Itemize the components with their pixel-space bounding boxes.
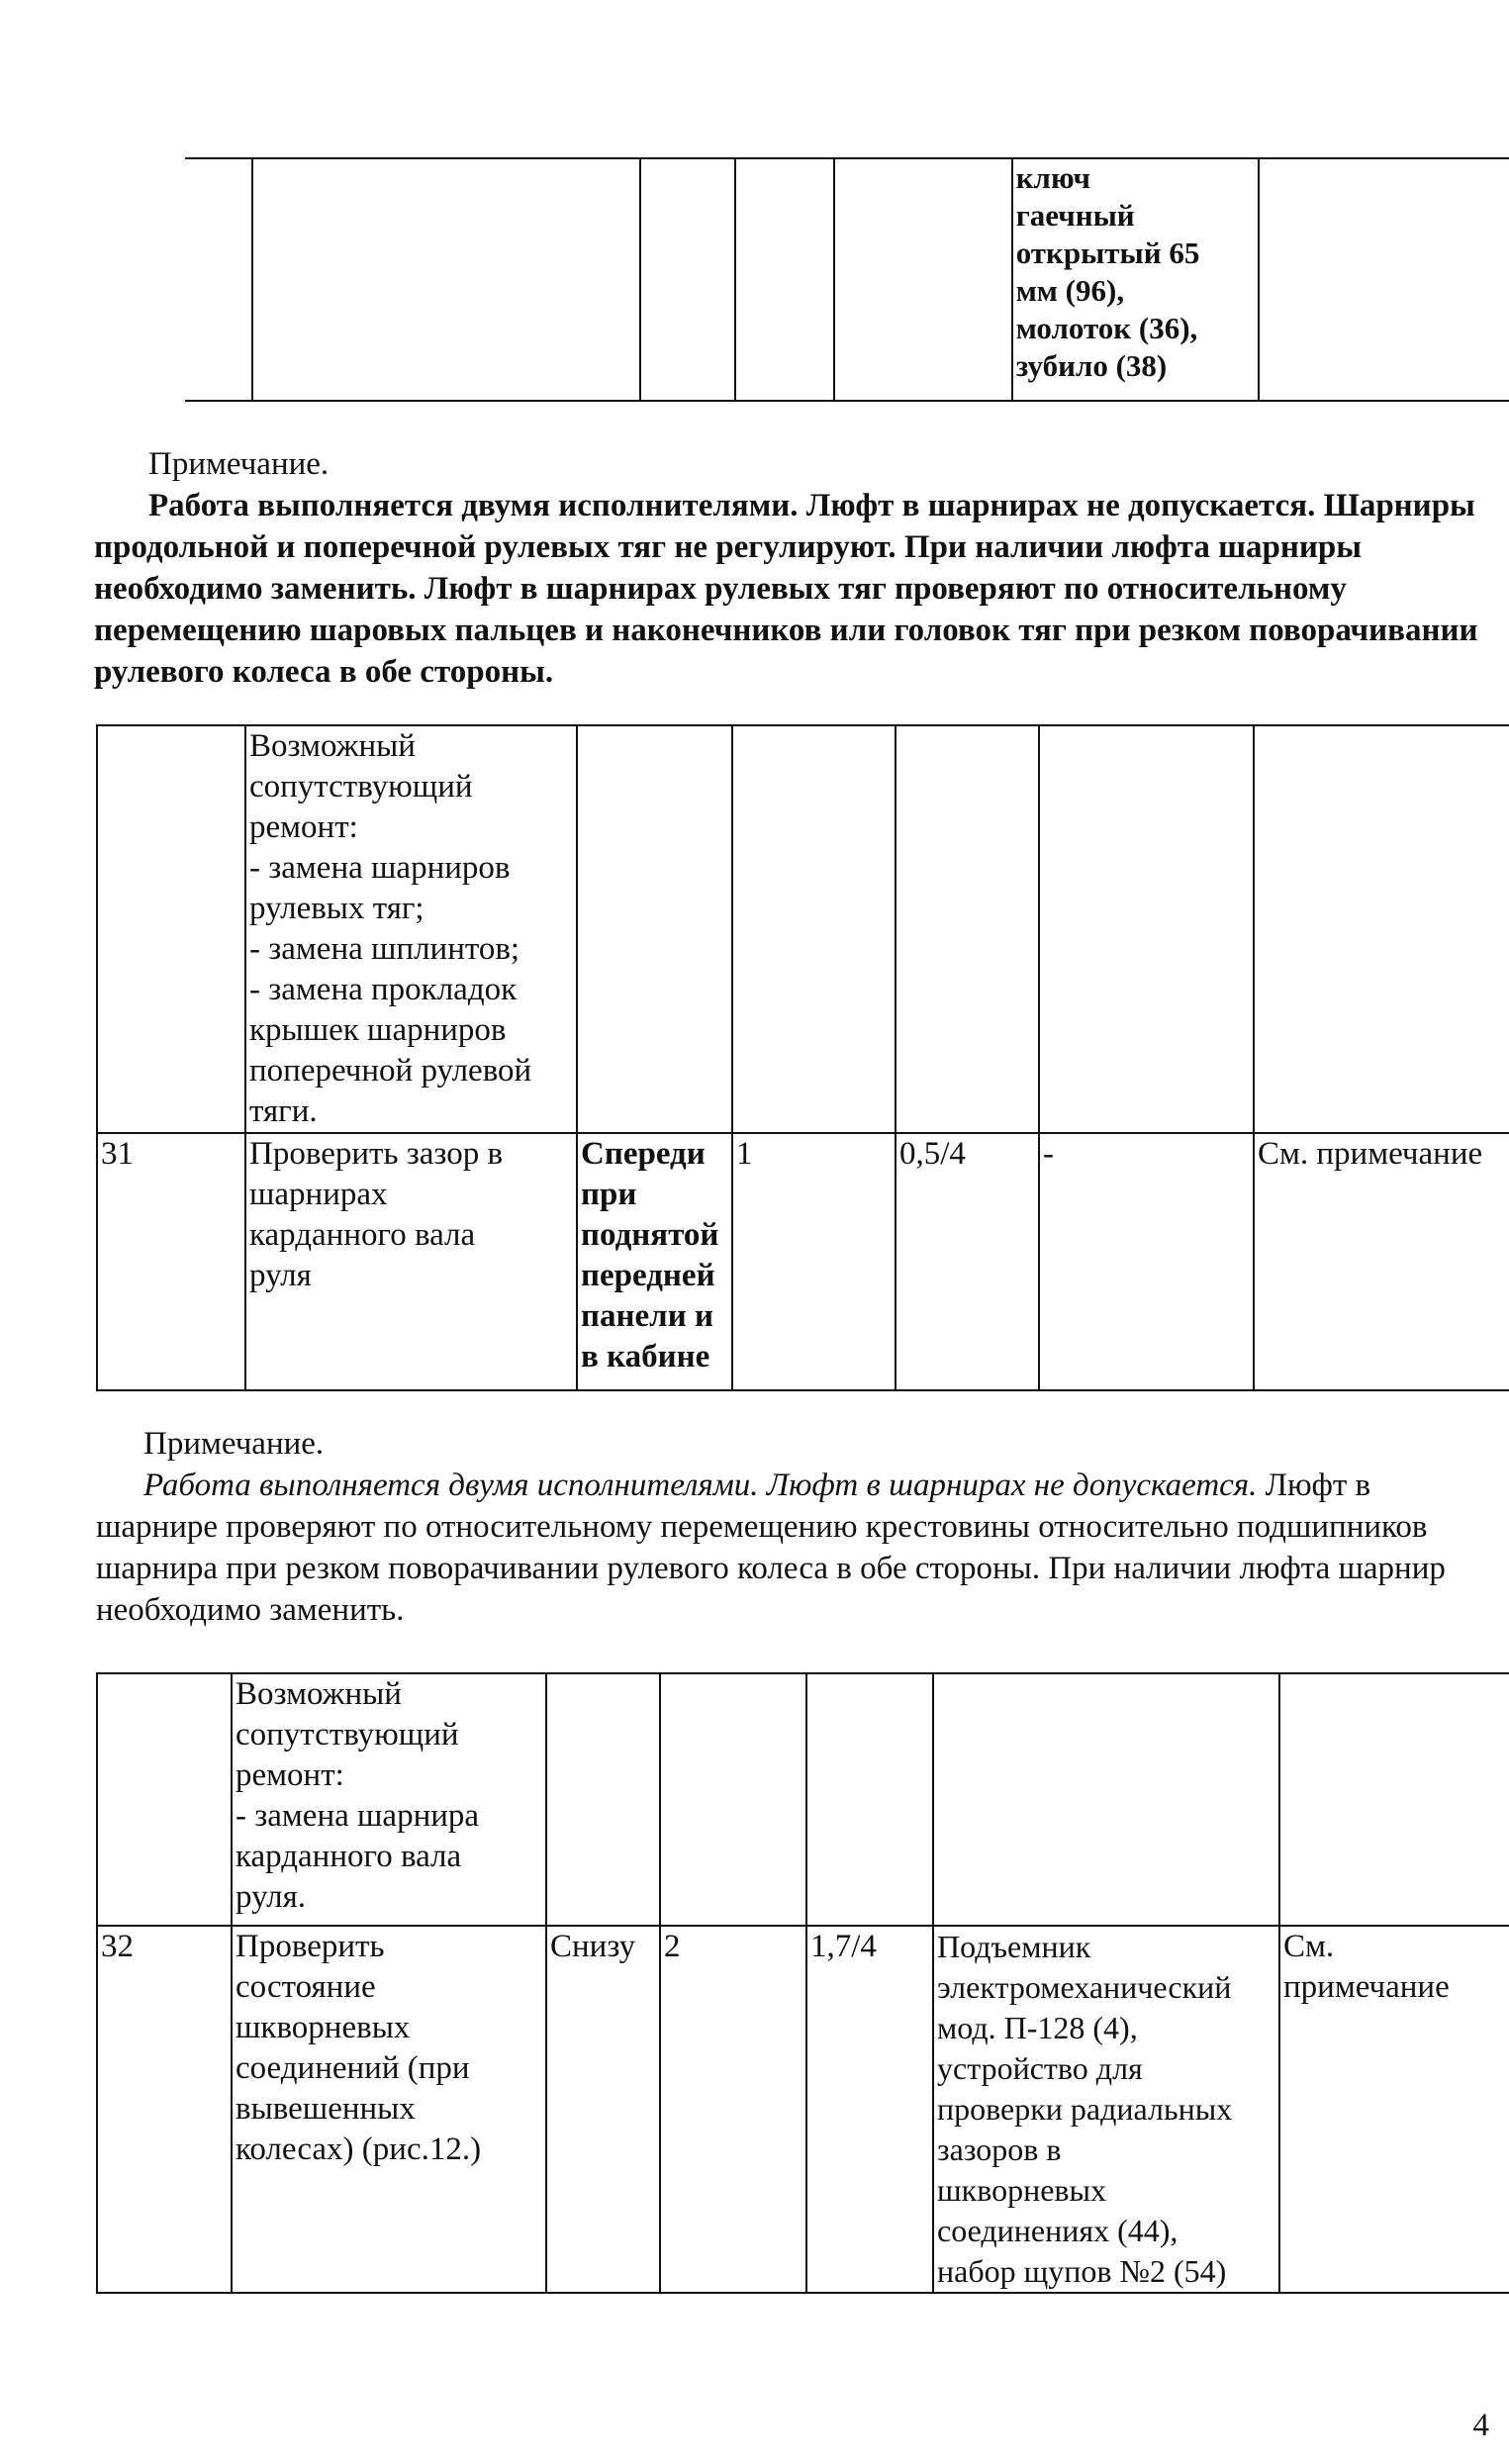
cell-notes: См. примечание — [1254, 1133, 1509, 1390]
cell-number — [185, 158, 252, 401]
note-2 — [96, 1423, 1481, 1631]
cell-labor — [806, 1673, 933, 1926]
cell-labor — [834, 158, 1012, 401]
table-row — [97, 1673, 1509, 1926]
cell-location: Снизу — [546, 1926, 660, 2293]
cell-workers — [732, 725, 896, 1133]
cell-tools: - — [1039, 1133, 1254, 1390]
cell-operation: Проверить состояние шкворневых соединений (при вывешенных колесах) (рис.12.) — [232, 1926, 546, 2293]
cell-operation: Возможный сопутствующий ремонт: - замена шарнира карданного вала руля. — [232, 1673, 546, 1926]
cell-operation: Возможный сопутствующий ремонт: - замена шарниров рулевых тяг; - замена шплинтов; - замена прокладок крышек шарниров поперечной рулевой тяги. — [245, 725, 577, 1133]
cell-location — [577, 725, 732, 1133]
cell-workers: 2 — [660, 1926, 806, 2293]
cell-number — [97, 725, 245, 1133]
cell-tools: Подъемник электромеханический мод. П-128 (4), устройство для проверки радиальных зазоров в шкворневых соединениях (44), набор щупов №2 (54) — [933, 1926, 1279, 2293]
cell-labor — [896, 725, 1039, 1133]
table-row — [97, 1133, 1509, 1390]
table-row — [185, 158, 1509, 401]
cell-workers — [735, 158, 834, 401]
cell-operation — [252, 158, 639, 401]
cell-operation: Проверить зазор в шарнирах карданного вала руля — [245, 1133, 577, 1390]
table-2 — [96, 724, 1509, 1391]
cell-location — [640, 158, 735, 401]
cell-workers — [660, 1673, 806, 1926]
note-heading: Примечание. — [148, 446, 330, 482]
cell-tools — [933, 1673, 1279, 1926]
table-row — [97, 725, 1509, 1133]
table-3 — [96, 1672, 1509, 2294]
cell-notes — [1254, 725, 1509, 1133]
cell-number — [97, 1673, 232, 1926]
cell-number: 32 — [97, 1926, 232, 2293]
table-1 — [185, 157, 1509, 402]
cell-tools — [1039, 725, 1254, 1133]
cell-tools: ключ гаечный открытый 65 мм (96), молоток (36), зубило (38) — [1012, 158, 1259, 401]
cell-number: 31 — [97, 1133, 245, 1390]
cell-notes: См. примечание — [1279, 1926, 1509, 2293]
table-row — [97, 1926, 1509, 2293]
cell-notes — [1279, 1673, 1509, 1926]
cell-workers: 1 — [732, 1133, 896, 1390]
note-heading: Примечание. — [143, 1426, 325, 1462]
note-1 — [94, 443, 1489, 693]
note-text: Люфт в шарнире проверяют по относительному перемещению крестовины относительно подшипников шарнира при резком поворачивании рулевого колеса в обе стороны. При наличии люфта шарнир необходимо заменить. — [96, 1468, 1446, 1628]
cell-location: Спереди при поднятой передней панели и в кабине — [577, 1133, 732, 1390]
cell-labor: 1,7/4 — [806, 1926, 933, 2293]
note-body — [96, 1465, 1481, 1631]
note-italic-text: Работа выполняется двумя исполнителями. Люфт в шарнирах не допускается. — [143, 1468, 1258, 1503]
cell-notes — [1259, 158, 1509, 401]
page-number: 4 — [1472, 2408, 1489, 2443]
note-text: Работа выполняется двумя исполнителями. Люфт в шарнирах не допускается. Шарниры продольной и поперечной рулевых тяг не регулируют. При наличии люфта шарниры необходимо заменить. Люфт в шарнирах рулевых тяг проверяют по относительному перемещению шаровых пальцев и наконечников или головок тяг при резком поворачивании рулевого колеса в обе стороны. — [94, 488, 1478, 690]
cell-location — [546, 1673, 660, 1926]
cell-labor: 0,5/4 — [896, 1133, 1039, 1390]
